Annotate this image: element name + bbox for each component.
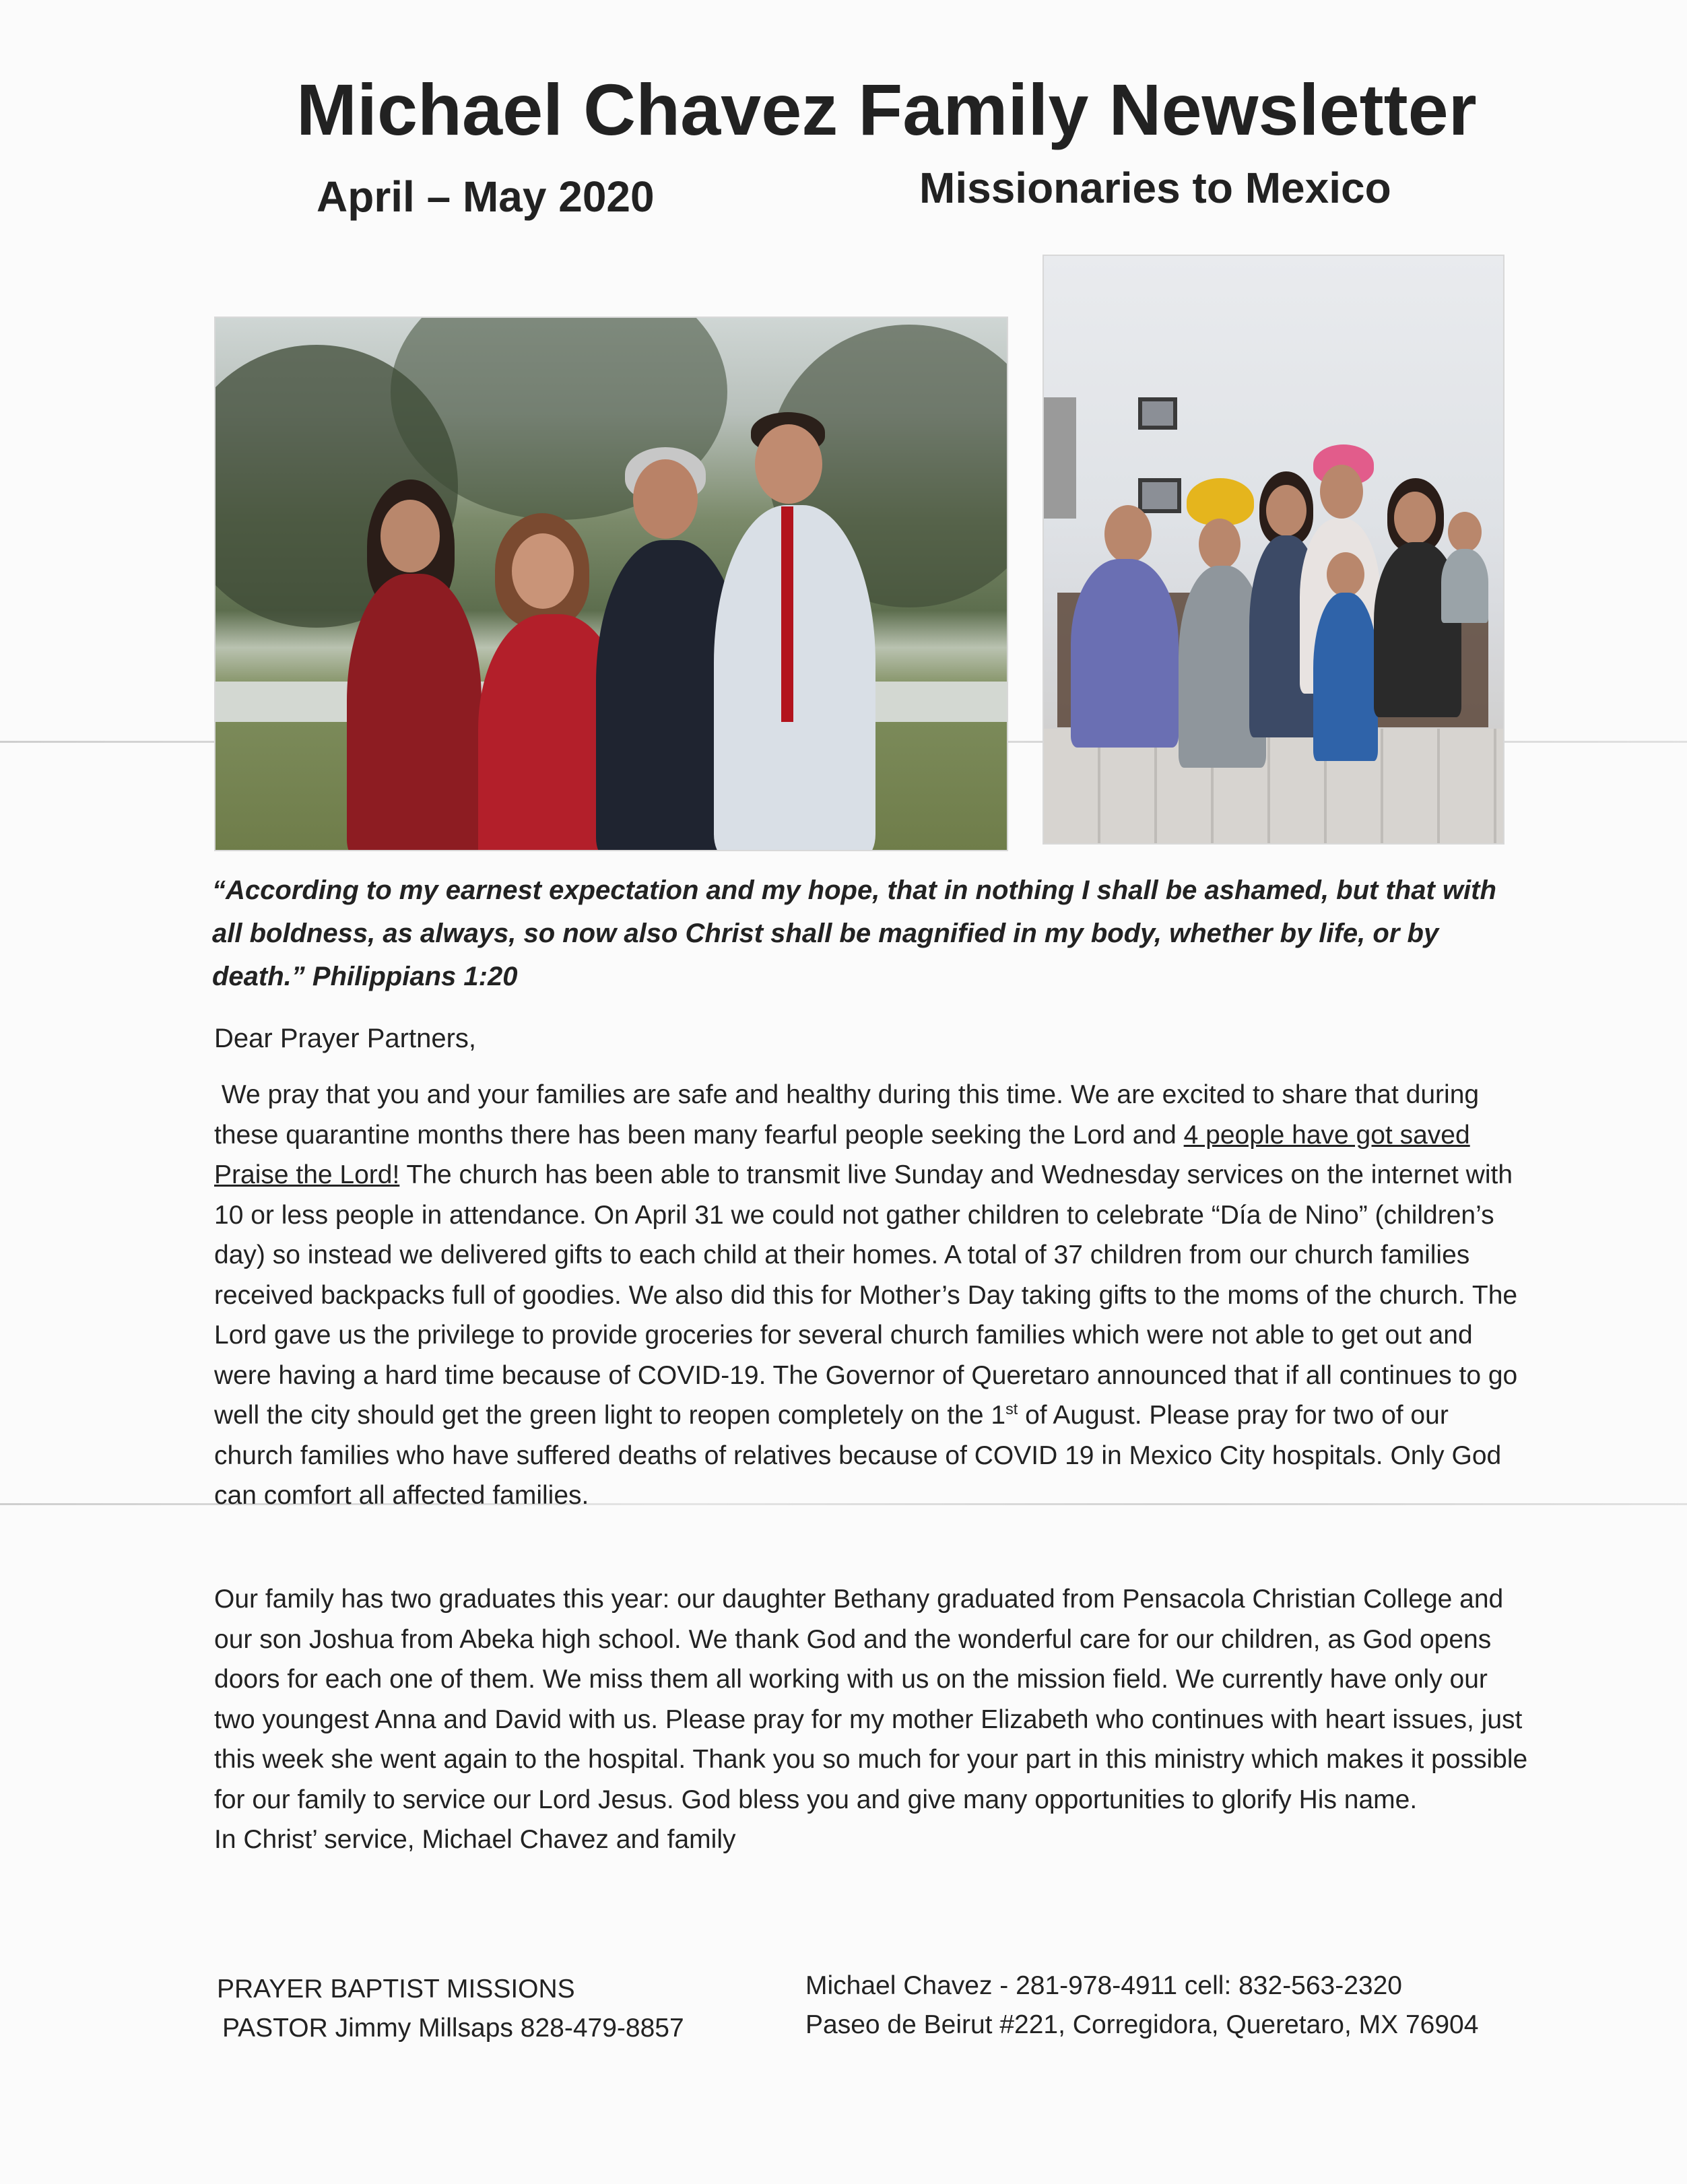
missionary-contact-info [805, 1966, 1478, 2045]
letter-paragraph-1 [214, 1075, 1534, 1516]
letter-salutation: Dear Prayer Partners, [214, 1024, 477, 1053]
letter-closing: In Christ’ service, Michael Chavez and family [214, 1825, 736, 1854]
ordinal-suffix: st [1005, 1400, 1018, 1418]
paragraph-1-text: The church has been able to transmit live Sunday and Wednesday services on the internet with 10 or less people in attendance. On April 31 we could not gather children to celebrate “Día de Nino” (children’s day) so instead we delivered gifts to each child at their homes. A total of 37 children from our church families received backpacks full of goodies. We also did this for Mother’s Day taking gifts to the moms of the church. The Lord gave us the privilege to provide groceries for several church families which were not able to get out and were having a hard time because of COVID-19. The Governor of Queretaro announced that if all continues to go well the city should get the green light to reopen completely on the 1 [214, 1160, 1518, 1430]
paragraph-1-text: We pray that you and your families are safe and healthy during this time. We are excited to share that during these quarantine months there has been many fearful people seeking the Lord and [214, 1080, 1480, 1150]
newsletter-subtitle: Missionaries to Mexico [919, 164, 1391, 212]
children-photo [1043, 255, 1504, 845]
paragraph-2-text: Our family has two graduates this year: our daughter Bethany graduated from Pensacola Christian College and our son Joshua from Abeka high school. We thank God and the wonderful care for our children, as God opens doors for each one of them. We miss them all working with us on the mission field. We currently have only our two youngest Anna and David with us. Please pray for my mother Elizabeth who continues with heart issues, just this week she went again to the hospital. Thank you so much for your part in this ministry which makes it possible for our family to service our Lord Jesus. God bless you and give many opportunities to glorify His name. [214, 1585, 1528, 1814]
salvation-highlight: 4 people have got saved Praise the Lord! [214, 1120, 1470, 1189]
paragraph-1-text: of August. Please pray for two of our church families who have suffered deaths of relatives because of COVID 19 in Mexico City hospitals. Only God can comfort all affected families. [214, 1401, 1502, 1510]
newsletter-title: Michael Chavez Family Newsletter [296, 69, 1477, 150]
family-photo [214, 317, 1008, 851]
pastor-contact: PASTOR Jimmy Millsaps 828-479-8857 [222, 2014, 684, 2043]
newsletter-date-range: April – May 2020 [317, 172, 655, 221]
scripture-quote: “According to my earnest expectation and my hope, that in nothing I shall be ashamed, but that with all boldness, as always, so now also Christ shall be magnified in my body, whether by life, or by death.” Philippians 1:20 [212, 875, 1496, 991]
missionary-address: Paseo de Beirut #221, Corregidora, Queretaro, MX 76904 [805, 2010, 1479, 2039]
mission-board-info [217, 1970, 684, 2048]
mission-board-name: PRAYER BAPTIST MISSIONS [217, 1975, 575, 2004]
letter-paragraph-2 [214, 1579, 1534, 1860]
missionary-phone: Michael Chavez - 281-978-4911 cell: 832-563-2320 [805, 1971, 1402, 2000]
